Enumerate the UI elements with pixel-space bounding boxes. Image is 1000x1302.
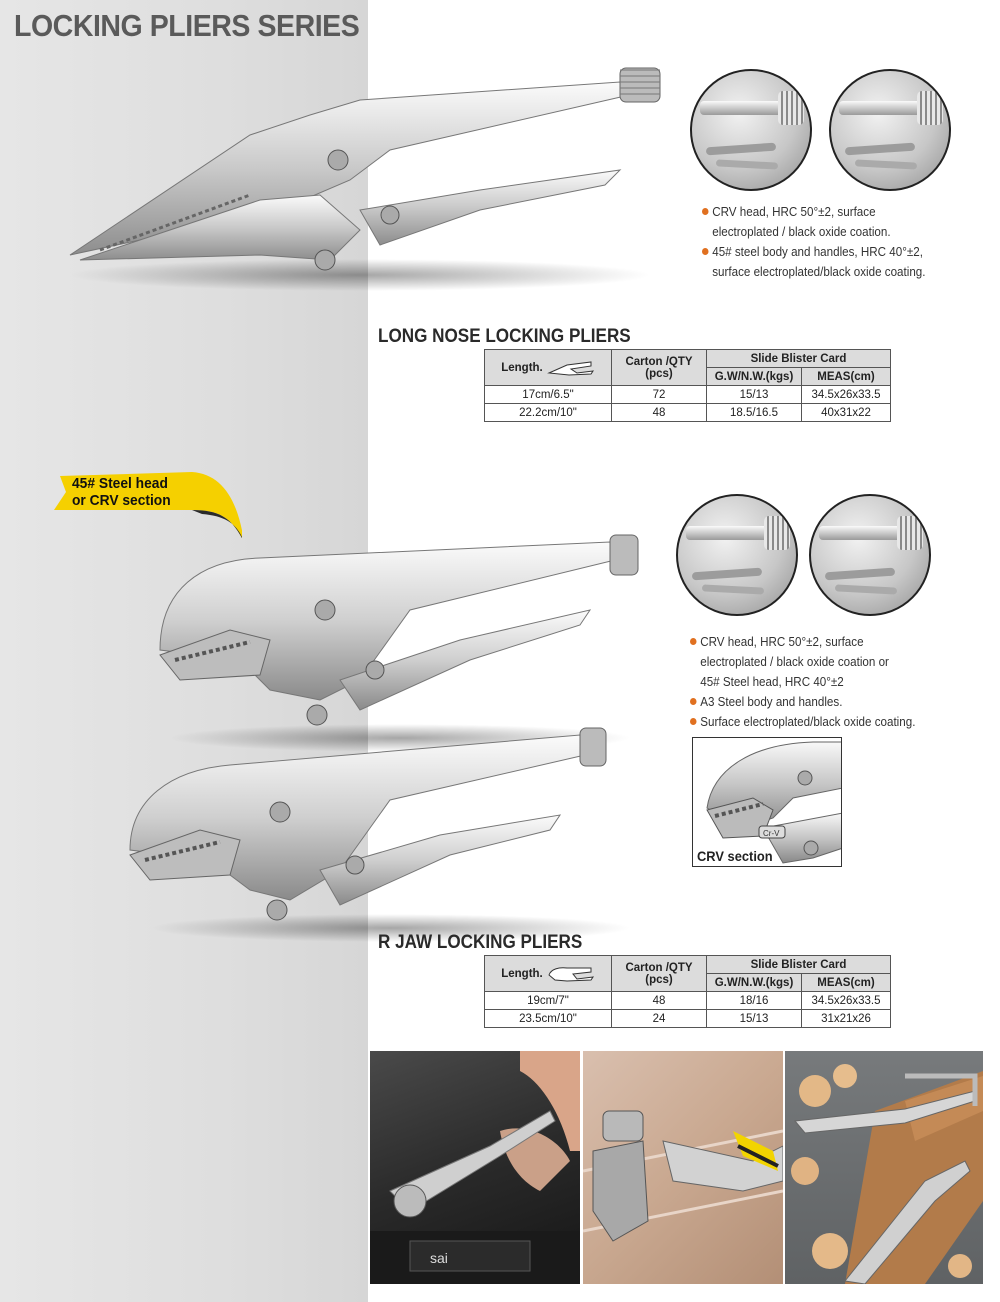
crv-section-label: CRV section <box>697 848 773 864</box>
cell-qty: 24 <box>612 1010 707 1028</box>
r-jaw-detail-image-2 <box>809 494 931 616</box>
pliers-icon <box>547 359 595 377</box>
engine-label: sai <box>430 1250 448 1266</box>
bullet-dot-icon <box>690 718 697 725</box>
cell-meas: 34.5x26x33.5 <box>802 992 891 1010</box>
table-row <box>485 386 891 404</box>
table-header-blister: Slide Blister Card <box>707 956 891 974</box>
crv-pliers-closeup <box>693 738 841 866</box>
cell-gw: 15/13 <box>707 386 802 404</box>
feature-text: CRV head, HRC 50°±2, surface <box>700 635 864 649</box>
feature-item <box>702 242 925 262</box>
cell-length: 23.5cm/10" <box>485 1010 612 1028</box>
page-title: LOCKING PLIERS SERIES <box>14 8 360 43</box>
cell-length: 17cm/6.5" <box>485 386 612 404</box>
cell-qty: 72 <box>612 386 707 404</box>
steel-head-badge-text: 45# Steel head or CRV section <box>72 475 171 509</box>
bullet-dot-icon <box>690 638 697 645</box>
r-jaw-features <box>690 632 915 732</box>
cell-gw: 18.5/16.5 <box>707 404 802 422</box>
feature-text-continued: electroplated / black oxide coation or <box>700 655 889 669</box>
table-header-carton: Carton /QTY (pcs) <box>612 956 707 992</box>
feature-item <box>690 632 915 652</box>
r-jaw-detail-image-1 <box>676 494 798 616</box>
table-header-gw: G.W/N.W.(kgs) <box>707 974 802 992</box>
long-nose-pliers-image <box>60 60 665 300</box>
table-header-blister: Slide Blister Card <box>707 350 891 368</box>
feature-text: Surface electroplated/black oxide coating. <box>700 715 916 729</box>
cell-length: 19cm/7" <box>485 992 612 1010</box>
bullet-dot-icon <box>702 208 709 215</box>
table-header-meas: MEAS(cm) <box>802 974 891 992</box>
table-row <box>485 1010 891 1028</box>
cell-length: 22.2cm/10" <box>485 404 612 422</box>
usage-photo-woodwork <box>785 1051 983 1284</box>
table-header-carton: Carton /QTY (pcs) <box>612 350 707 386</box>
feature-text-continued: electroplated / black oxide coation. <box>712 225 891 239</box>
r-jaw-section-title: R JAW LOCKING PLIERS <box>378 932 583 953</box>
feature-item <box>690 712 915 732</box>
feature-text: 45# steel body and handles, HRC 40°±2, <box>712 245 923 259</box>
table-row <box>485 992 891 1010</box>
feature-text: A3 Steel body and handles. <box>700 695 843 709</box>
feature-text-continued: surface electroplated/black oxide coating. <box>712 265 926 279</box>
table-row <box>485 404 891 422</box>
cell-qty: 48 <box>612 992 707 1010</box>
long-nose-section-title: LONG NOSE LOCKING PLIERS <box>378 326 631 347</box>
cell-meas: 40x31x22 <box>802 404 891 422</box>
cell-gw: 15/13 <box>707 1010 802 1028</box>
table-header-gw: G.W/N.W.(kgs) <box>707 368 802 386</box>
long-nose-features <box>702 202 925 282</box>
bullet-dot-icon <box>690 698 697 705</box>
svg-text:Cr-V: Cr-V <box>763 829 780 838</box>
cell-meas: 34.5x26x33.5 <box>802 386 891 404</box>
cell-meas: 31x21x26 <box>802 1010 891 1028</box>
bullet-dot-icon <box>702 248 709 255</box>
feature-item <box>690 692 915 712</box>
cell-gw: 18/16 <box>707 992 802 1010</box>
usage-photo-engine <box>370 1051 580 1284</box>
r-jaw-spec-table <box>484 955 891 1028</box>
long-nose-spec-table <box>484 349 891 422</box>
table-header-length: Length. <box>485 956 612 992</box>
feature-text-continued: 45# Steel head, HRC 40°±2 <box>700 675 844 689</box>
table-header-meas: MEAS(cm) <box>802 368 891 386</box>
r-jaw-pliers-image <box>120 530 650 950</box>
feature-text: CRV head, HRC 50°±2, surface <box>712 205 876 219</box>
long-nose-detail-image-2 <box>829 69 951 191</box>
pliers-icon <box>547 965 595 983</box>
table-header-length: Length. <box>485 350 612 386</box>
cell-qty: 48 <box>612 404 707 422</box>
usage-photo-faucet <box>583 1051 783 1284</box>
long-nose-detail-image-1 <box>690 69 812 191</box>
crv-section-image <box>692 737 842 867</box>
feature-item <box>702 202 925 222</box>
